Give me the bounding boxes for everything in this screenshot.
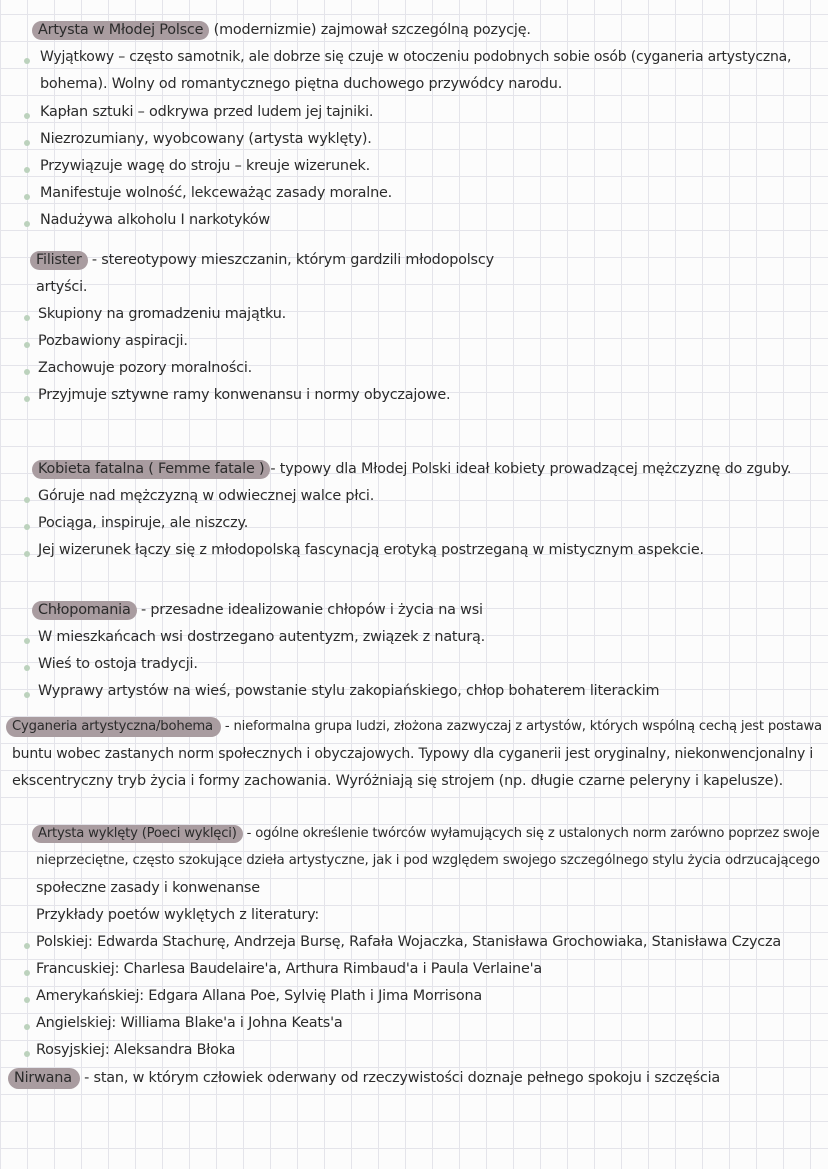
- bullet-dot: [24, 997, 30, 1003]
- filister-definition-cont: artyści.: [36, 279, 88, 295]
- chlopomania-bullet-2: Wieś to ostoja tradycji.: [38, 656, 198, 672]
- nirwana-term-highlight: Nirwana: [8, 1068, 80, 1089]
- kobieta-term-highlight: Kobieta fatalna ( Femme fatale ): [32, 460, 270, 479]
- chlopomania-term-highlight: Chłopomania: [32, 601, 137, 620]
- bullet-dot: [24, 970, 30, 976]
- wyklety-bullet-1: Polskiej: Edwarda Stachurę, Andrzeja Bursę, Rafała Wojaczka, Stanisława Grochowiaka, Stanisława Czycza: [36, 934, 781, 950]
- kobieta-definition: - typowy dla Młodej Polski ideał kobiety prowadzącej mężczyznę do zguby.: [270, 461, 792, 477]
- wyklety-bullet-3: Amerykańskiej: Edgara Allana Poe, Sylvię Plath i Jima Morrisona: [36, 988, 482, 1004]
- filister-definition: - stereotypowy mieszczanin, którym gardzili młodopolscy: [87, 252, 494, 268]
- artysta-bullet-6: Nadużywa alkoholu I narkotyków: [40, 212, 270, 228]
- filister-heading: [30, 252, 494, 268]
- bullet-dot: [24, 194, 30, 200]
- artysta-bullet-3: Niezrozumiany, wyobcowany (artysta wyklęty).: [40, 131, 372, 147]
- kobieta-bullet-3: Jej wizerunek łączy się z młodopolską fascynacją erotyką postrzeganą w mistycznym aspekcie.: [38, 542, 704, 558]
- chlopomania-bullet-1: W mieszkańcach wsi dostrzegano autentyzm, związek z naturą.: [38, 629, 486, 645]
- bullet-dot: [24, 396, 30, 402]
- wyklety-heading: [32, 826, 822, 841]
- chlopomania-heading: [32, 602, 483, 618]
- filister-bullet-3: Zachowuje pozory moralności.: [38, 360, 252, 376]
- kobieta-bullet-1: Góruje nad mężczyzną w odwiecznej walce płci.: [38, 488, 375, 504]
- artysta-bullet-1: Wyjątkowy – często samotnik, ale dobrze się czuje w otoczeniu podobnych sobie osób (cyganeria artystyczna,: [40, 49, 792, 65]
- wyklety-bullet-5: Rosyjskiej: Aleksandra Błoka: [36, 1042, 236, 1058]
- bullet-dot: [24, 943, 30, 949]
- bullet-dot: [24, 140, 30, 146]
- nirwana-definition: - stan, w którym człowiek oderwany od rzeczywistości doznaje pełnego spokoju i szczęścia: [79, 1070, 720, 1086]
- chlopomania-definition: - przesadne idealizowanie chłopów i życia na wsi: [136, 602, 483, 618]
- cyganeria-definition-line-2: buntu wobec zastanych norm społecznych i obyczajowych. Typowy dla cyganerii jest oryginalny, niekonwencjonalny i: [12, 746, 814, 762]
- bullet-dot: [24, 665, 30, 671]
- wyklety-definition: - ogólne określenie twórców wyłamujących się z ustalonych norm zarówno poprzez swoje: [242, 826, 820, 841]
- artysta-bullet-5: Manifestuje wolność, lekceważąc zasady moralne.: [40, 185, 393, 201]
- bullet-dot: [24, 342, 30, 348]
- cyganeria-definition: - nieformalna grupa ludzi, złożona zazwyczaj z artystów, których wspólną cechą jest postawa: [220, 719, 822, 734]
- wyklety-bullet-4: Angielskiej: Williama Blake'a i Johna Keats'a: [36, 1015, 343, 1031]
- nirwana-heading: [8, 1070, 720, 1086]
- filister-bullet-1: Skupiony na gromadzeniu majątku.: [38, 306, 287, 322]
- filister-bullet-4: Przyjmuje sztywne ramy konwenansu i normy obyczajowe.: [38, 387, 451, 403]
- kobieta-bullet-2: Pociąga, inspiruje, ale niszczy.: [38, 515, 249, 531]
- wyklety-definition-line-3: społeczne zasady i konwenanse: [36, 880, 260, 896]
- bullet-dot: [24, 113, 30, 119]
- artysta-bullet-2: Kapłan sztuki – odkrywa przed ludem jej tajniki.: [40, 104, 374, 120]
- bullet-dot: [24, 1024, 30, 1030]
- filister-bullet-2: Pozbawiony aspiracji.: [38, 333, 188, 349]
- wyklety-definition-line-2: nieprzeciętne, często szokujące dzieła artystyczne, jak i pod względem swojego szczególnego stylu życia odrzucającego: [36, 853, 820, 868]
- artysta-term-highlight: Artysta w Młodej Polsce: [32, 21, 209, 40]
- chlopomania-bullet-3: Wyprawy artystów na wieś, powstanie stylu zakopiańskiego, chłop bohaterem literackim: [38, 683, 660, 699]
- wyklety-examples-label: Przykłady poetów wyklętych z literatury:: [36, 907, 320, 923]
- bullet-dot: [24, 524, 30, 530]
- bullet-dot: [24, 315, 30, 321]
- wyklety-term-highlight: Artysta wyklęty (Poeci wyklęci): [32, 825, 243, 843]
- cyganeria-term-highlight: Cyganeria artystyczna/bohema: [6, 717, 221, 737]
- bullet-dot: [24, 1051, 30, 1057]
- bullet-dot: [24, 369, 30, 375]
- bullet-dot: [24, 167, 30, 173]
- bullet-dot: [24, 497, 30, 503]
- artysta-heading: [32, 22, 792, 38]
- artysta-bullet-4: Przywiązuje wagę do stroju – kreuje wizerunek.: [40, 158, 370, 174]
- bullet-dot: [24, 58, 30, 64]
- bullet-dot: [24, 221, 30, 227]
- wyklety-bullet-2: Francuskiej: Charlesa Baudelaire'a, Arthura Rimbaud'a i Paula Verlaine'a: [36, 961, 542, 977]
- cyganeria-heading: [6, 719, 822, 734]
- filister-term-highlight: Filister: [30, 251, 88, 270]
- kobieta-heading: [32, 461, 812, 477]
- bullet-dot: [24, 551, 30, 557]
- artysta-definition: (modernizmie) zajmował szczególną pozycję.: [209, 22, 531, 38]
- cyganeria-definition-line-3: ekscentryczny tryb życia i formy zachowania. Wyróżniają się strojem (np. długie czarne peleryny i kapelusze).: [12, 773, 784, 789]
- bullet-dot: [24, 638, 30, 644]
- bullet-dot: [24, 692, 30, 698]
- artysta-bullet-1-cont: bohema). Wolny od romantycznego piętna duchowego przywódcy narodu.: [40, 76, 563, 92]
